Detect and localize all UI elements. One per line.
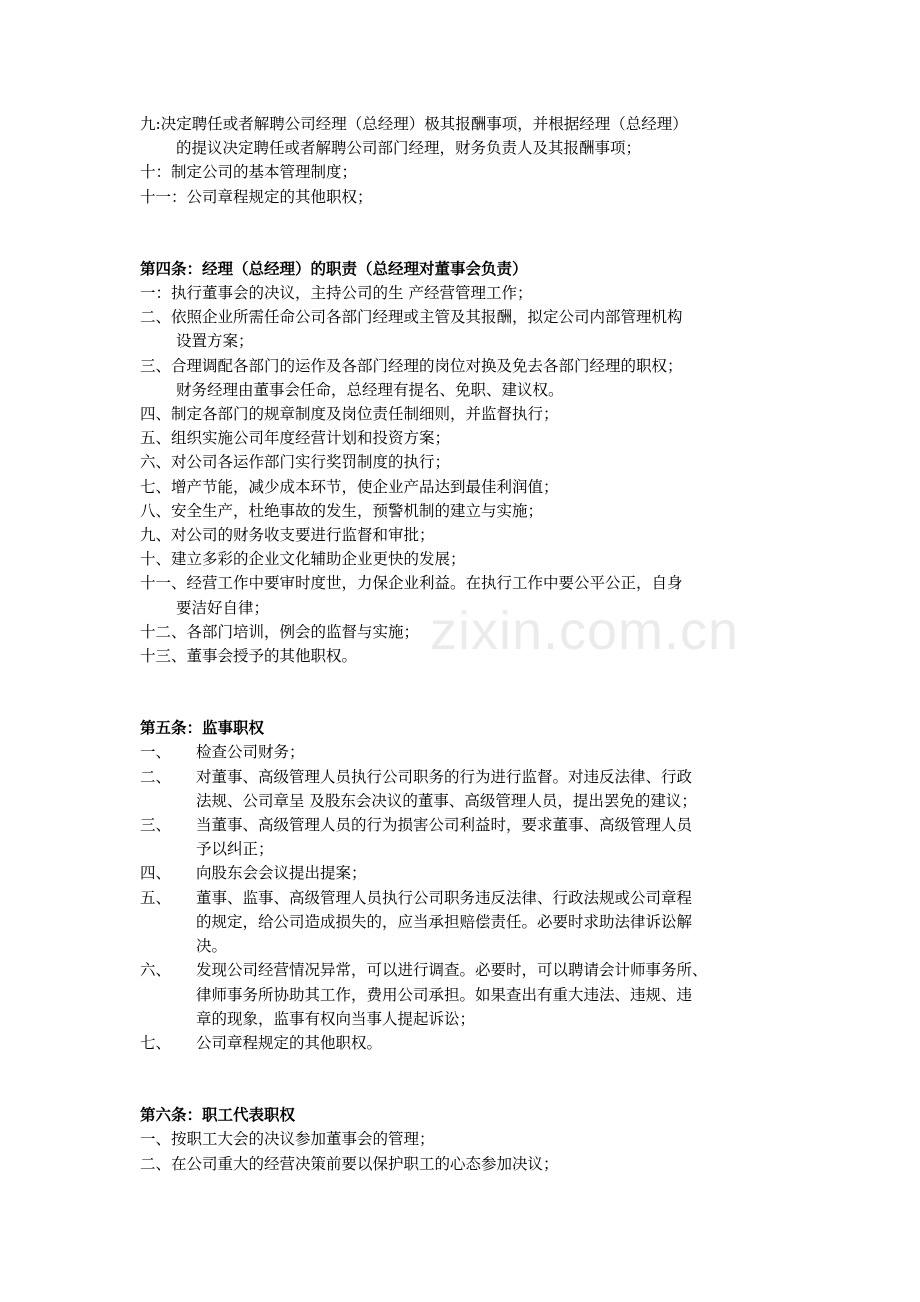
item-number: 七、 [140, 1033, 172, 1052]
item-text: 制定公司的基本管理制度； [171, 163, 358, 182]
list-item [140, 1031, 800, 1055]
item-text: 依照企业所需任命公司各部门经理或主管及其报酬，拟定公司内部管理机构 [171, 308, 683, 327]
item-number: 十三、 [140, 647, 187, 666]
item-number: 十、 [140, 550, 172, 569]
item-number: 一、 [140, 743, 172, 762]
list-item [140, 1127, 800, 1151]
item-continuation: 财务经理由董事会任命，总经理有提名、免职、建议权。 [176, 380, 564, 399]
item-text: 增产节能，减少成本环节，使企业产品达到最佳利润值； [171, 477, 559, 496]
item-continuation: 的提议决定聘任或者解聘公司部门经理，财务负责人及其报酬事项； [176, 139, 642, 158]
list-item [140, 523, 800, 547]
list-item [140, 1152, 800, 1176]
list-item [140, 281, 800, 305]
item-number: 一： [140, 284, 172, 303]
item-separator: ： [155, 163, 172, 182]
item-continuation: 律师事务所协助其工作，费用公司承担。如果查出有重大违法、违规、违 [196, 985, 693, 1004]
list-item [140, 813, 800, 837]
item-text: 决定聘任或者解聘公司经理（总经理）极其报酬事项，并根据经理（总经理） [160, 115, 688, 133]
item-number: 十一 [140, 187, 172, 206]
item-number: 二、 [140, 1154, 172, 1173]
list-item [140, 185, 800, 209]
item-text: 公司章程规定的其他职权； [186, 187, 373, 206]
item-number: 九 [140, 115, 156, 133]
list-item [140, 305, 800, 329]
list-item [140, 547, 800, 571]
item-number: 四、 [140, 405, 172, 424]
item-number: 九、 [140, 526, 172, 545]
item-number: 二、 [140, 308, 172, 327]
list-item [140, 740, 800, 764]
item-number: 十 [140, 163, 156, 182]
item-number: 六、 [140, 453, 172, 472]
item-text: 对公司各运作部门实行奖罚制度的执行； [171, 453, 451, 472]
list-item [140, 765, 800, 789]
item-text: 当董事、高级管理人员的行为损害公司利益时，要求董事、高级管理人员 [196, 816, 693, 835]
item-text: 检查公司财务； [196, 743, 305, 762]
list-item [140, 354, 800, 378]
list-item [140, 958, 800, 982]
item-separator: ： [171, 187, 187, 206]
item-continuation: 的规定，给公司造成损失的，应当承担赔偿责任。必要时求助法律诉讼解 [196, 912, 693, 931]
list-item [140, 886, 800, 910]
item-text: 各部门培训，例会的监督与实施； [186, 622, 420, 641]
item-text: 董事、监事、高级管理人员执行公司职务违反法律、行政法规或公司章程 [196, 888, 693, 907]
item-separator: : [155, 115, 161, 133]
list-item [140, 450, 800, 474]
item-number: 六、 [140, 961, 172, 980]
item-number: 十一、 [140, 574, 187, 593]
item-number: 八、 [140, 501, 172, 520]
item-text: 建立多彩的企业文化辅助企业更快的发展； [171, 550, 466, 569]
item-continuation: 法规、公司章呈 及股东会决议的董事、高级管理人员，提出罢免的建议； [196, 791, 697, 810]
list-item [140, 402, 800, 426]
watermark: zixin.com.cn [430, 601, 740, 661]
list-item [140, 426, 800, 450]
list-item [140, 160, 800, 184]
item-continuation: 要洁好自律； [176, 598, 270, 617]
item-text: 在公司重大的经营决策前要以保护职工的心态参加决议； [171, 1154, 559, 1173]
list-item [140, 112, 800, 136]
section-5-heading: 第五条：监事职权 [140, 718, 265, 738]
section-3-tail [140, 112, 800, 209]
section-5 [140, 716, 800, 1055]
spacer [140, 668, 800, 716]
section-4-heading: 第四条：经理（总经理）的职责（总经理对董事会负责） [140, 258, 528, 278]
list-item [140, 861, 800, 885]
item-text: 对董事、高级管理人员执行公司职务的行为进行监督。对违反法律、行政 [196, 767, 693, 786]
item-number: 一、 [140, 1130, 172, 1149]
item-number: 七、 [140, 477, 172, 496]
item-continuation: 决。 [196, 937, 228, 956]
item-text: 安全生产，杜绝事故的发生，预警机制的建立与实施； [171, 501, 544, 520]
section-6-items [140, 1127, 800, 1175]
item-continuation: 设置方案； [176, 332, 254, 351]
spacer [140, 209, 800, 257]
item-continuation: 予以纠正； [196, 840, 274, 859]
item-number: 三、 [140, 356, 172, 375]
item-number: 十二、 [140, 622, 187, 641]
item-number: 二、 [140, 767, 172, 786]
item-text: 向股东会会议提出提案； [196, 864, 367, 883]
list-item [140, 475, 800, 499]
spacer [140, 1055, 800, 1103]
item-number: 五、 [140, 888, 172, 907]
item-text: 对公司的财务收支要进行监督和审批； [171, 526, 435, 545]
item-text: 制定各部门的规章制度及岗位责任制细则，并监督执行； [171, 405, 559, 424]
item-text: 组织实施公司年度经营计划和投资方案； [171, 429, 451, 448]
item-number: 五、 [140, 429, 172, 448]
item-continuation: 章的现象，监事有权向当事人提起诉讼； [196, 1009, 476, 1028]
list-item [140, 571, 800, 595]
section-6-heading: 第六条：职工代表职权 [140, 1105, 296, 1125]
item-text: 经营工作中要审时度世，力保企业利益。在执行工作中要公平公正，自身 [186, 574, 683, 593]
item-text: 发现公司经营情况异常，可以进行调查。必要时，可以聘请会计师事务所、 [196, 961, 708, 980]
item-text: 执行董事会的决议，主持公司的生 产经营管理工作； [171, 284, 533, 303]
item-text: 公司章程规定的其他职权。 [196, 1033, 383, 1052]
item-text: 董事会授予的其他职权。 [186, 647, 358, 666]
section-6 [140, 1103, 800, 1176]
list-item [140, 499, 800, 523]
item-text: 合理调配各部门的运作及各部门经理的岗位对换及免去各部门经理的职权； [171, 356, 683, 375]
section-5-items [140, 740, 800, 1055]
item-number: 四、 [140, 864, 172, 883]
item-text: 按职工大会的决议参加董事会的管理； [171, 1130, 435, 1149]
item-number: 三、 [140, 816, 172, 835]
